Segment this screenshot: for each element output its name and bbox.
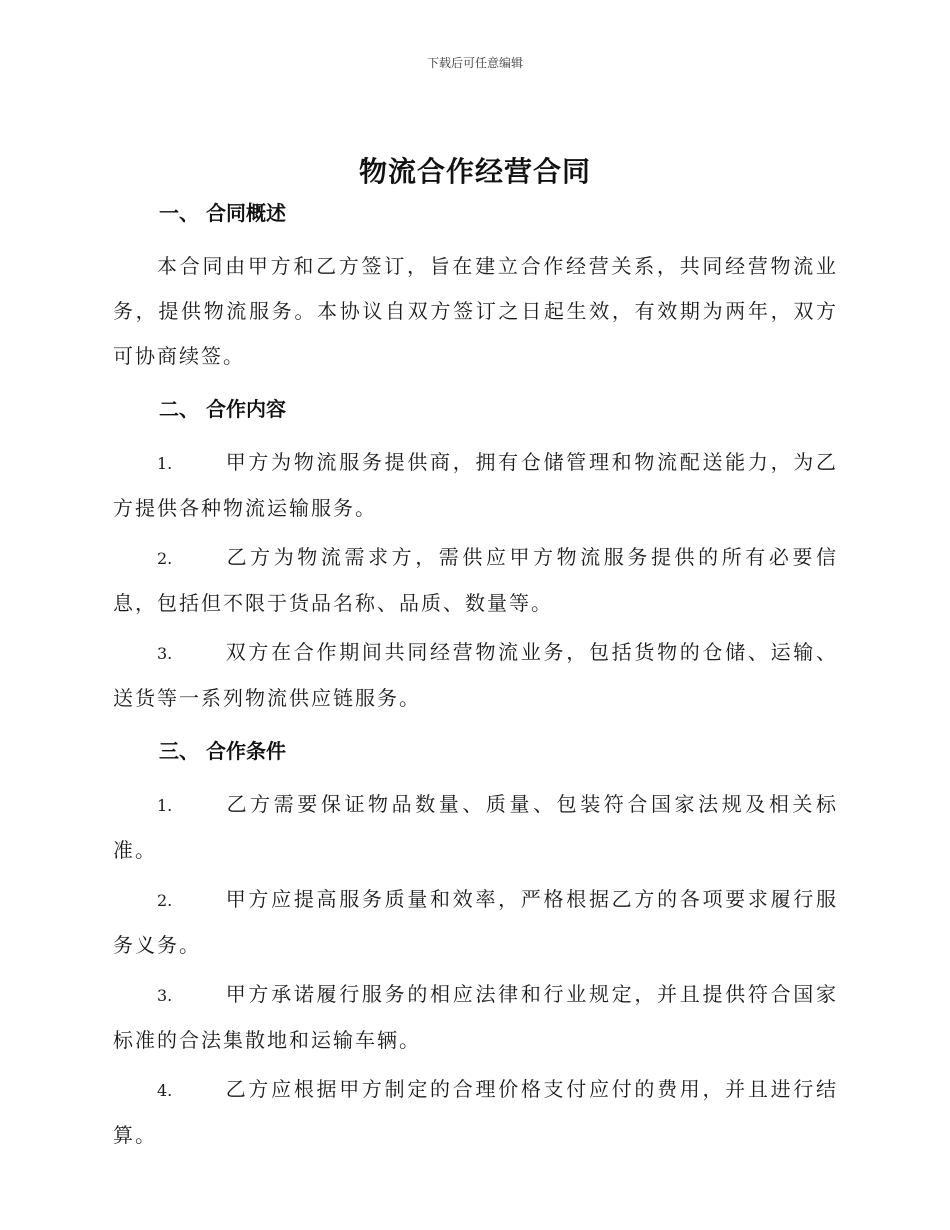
item-text: 双方在合作期间共同经营物流业务，包括货物的仓储、运输、送货等一系列物流供应链服务。: [113, 640, 838, 710]
item-text: 甲方应提高服务质量和效率，严格根据乙方的各项要求履行服务义务。: [113, 887, 838, 957]
list-item: [113, 630, 838, 721]
header-note: 下载后可任意编辑: [426, 56, 523, 70]
section-overview: [113, 196, 838, 392]
section-paragraph: 本合同由甲方和乙方签订，旨在建立合作经营关系，共同经营物流业务，提供物流服务。本协议自双方签订之日起生效，有效期为两年，双方可协商续签。: [113, 254, 838, 368]
section-heading: 一、 合同概述: [159, 201, 286, 225]
item-number: 2.: [157, 891, 173, 910]
item-number: 1.: [157, 454, 173, 473]
list-item: [113, 440, 838, 531]
list-item: [113, 877, 838, 968]
item-text: 乙方需要保证物品数量、质量、包装符合国家法规及相关标准。: [113, 792, 838, 862]
section-cooperation-content: [113, 392, 838, 734]
list-item: [113, 1067, 838, 1158]
list-item: [113, 972, 838, 1063]
item-text: 乙方应根据甲方制定的合理价格支付应付的费用，并且进行结算。: [113, 1077, 838, 1147]
item-number: 1.: [157, 796, 173, 815]
section-cooperation-conditions: [113, 734, 838, 1158]
item-number: 3.: [157, 644, 173, 663]
document-body: [113, 196, 838, 1158]
item-text: 乙方为物流需求方，需供应甲方物流服务提供的所有必要信息，包括但不限于货品名称、品质、数量等。: [113, 545, 838, 615]
item-number: 4.: [157, 1081, 173, 1100]
item-text: 甲方为物流服务提供商，拥有仓储管理和物流配送能力，为乙方提供各种物流运输服务。: [113, 450, 838, 520]
list-item: [113, 535, 838, 626]
section-heading: 三、 合作条件: [159, 739, 286, 763]
list-item: [113, 782, 838, 873]
item-number: 3.: [157, 986, 173, 1005]
item-number: 2.: [157, 549, 173, 568]
item-text: 甲方承诺履行服务的相应法律和行业规定，并且提供符合国家标准的合法集散地和运输车辆。: [113, 982, 838, 1052]
document-title: 物流合作经营合同: [358, 155, 591, 188]
section-heading: 二、 合作内容: [159, 397, 286, 421]
